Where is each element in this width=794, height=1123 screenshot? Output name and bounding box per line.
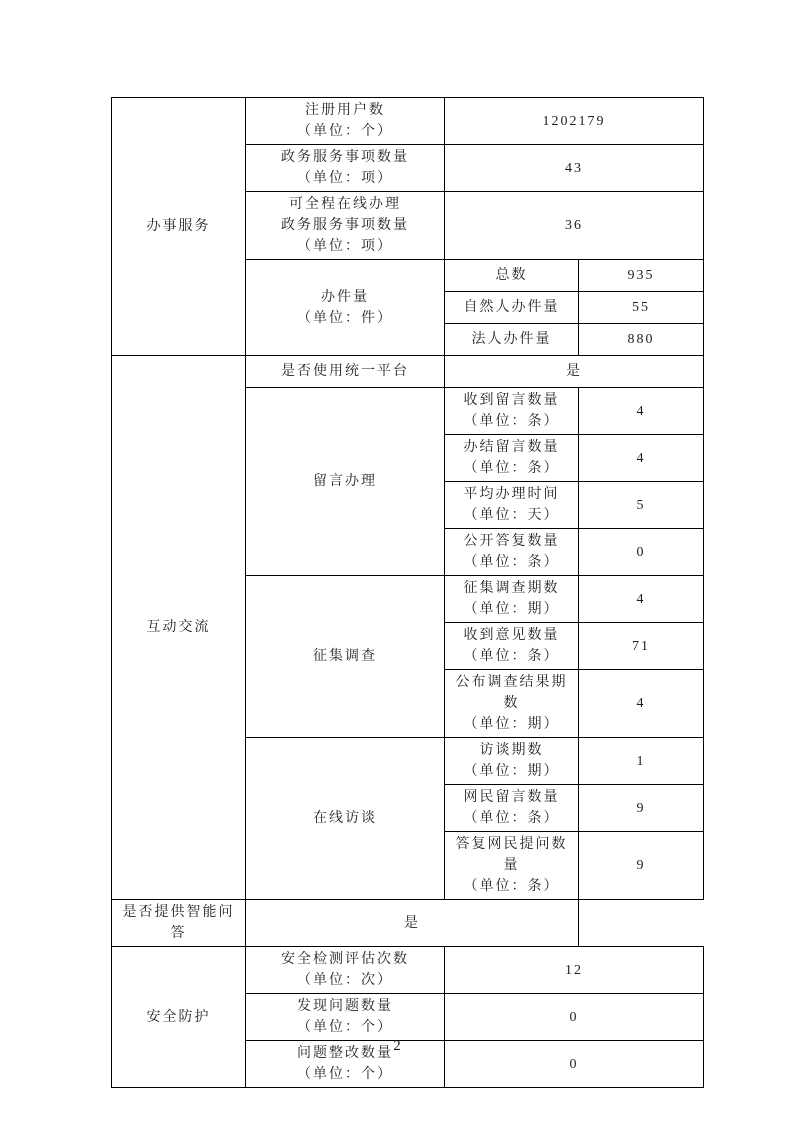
row-label-text: 政务服务事项数量 <box>281 150 409 165</box>
subrow-label <box>445 482 579 529</box>
subrow-label-text: 平均办理时间 <box>463 487 560 502</box>
subrow-label <box>445 529 579 576</box>
subrow-label <box>445 435 579 482</box>
page-number: 2 <box>393 1038 401 1054</box>
row-value: 是 <box>445 356 704 388</box>
subrow-label-text: 公布调查结果期数 <box>455 675 568 711</box>
row-value: 12 <box>445 947 704 994</box>
subrow-label: 总数 <box>445 260 579 292</box>
row-unit-text: （单位：个） <box>297 1020 393 1035</box>
subrow-value: 935 <box>579 260 704 292</box>
row-value: 43 <box>445 145 704 192</box>
subrow-unit-text: （单位：条） <box>463 414 560 429</box>
subrow-label: 自然人办件量 <box>445 292 579 324</box>
subrow-label-text: 公开答复数量 <box>463 534 560 549</box>
subrow-unit-text: （单位：期） <box>463 602 560 617</box>
subrow-value: 4 <box>579 576 704 623</box>
row-label-text: 安全检测评估次数 <box>281 952 409 967</box>
row-value: 1202179 <box>445 98 704 145</box>
row-label-text: 政务服务事项数量 <box>281 218 409 233</box>
subrow-unit-text: （单位：条） <box>463 461 560 476</box>
subrow-value: 5 <box>579 482 704 529</box>
row-label-text: 注册用户数 <box>305 103 385 118</box>
row-unit-text: （单位：项） <box>297 239 393 254</box>
row-unit-text: （单位：个） <box>297 1067 393 1082</box>
row-label-text: 问题整改数量 <box>297 1046 393 1061</box>
row-value: 0 <box>445 994 704 1041</box>
section-label-security: 安全防护 <box>112 947 246 1088</box>
subrow-label: 法人办件量 <box>445 324 579 356</box>
subrow-label <box>445 738 579 785</box>
section-label-interaction: 互动交流 <box>112 356 246 900</box>
group-label: 征集调查 <box>246 576 445 738</box>
subrow-label-text: 收到留言数量 <box>463 393 560 408</box>
subrow-unit-text: （单位：条） <box>463 811 560 826</box>
row-label: 是否使用统一平台 <box>246 356 445 388</box>
subrow-label <box>445 388 579 435</box>
table-row <box>112 98 704 145</box>
subrow-label-text: 征集调查期数 <box>463 581 560 596</box>
subrow-unit-text: （单位：条） <box>463 879 560 894</box>
row-value: 0 <box>445 1041 704 1088</box>
row-value: 是 <box>246 900 579 947</box>
row-unit-text: （单位：个） <box>297 124 393 139</box>
subrow-label-text: 办结留言数量 <box>463 440 560 455</box>
row-label <box>246 994 445 1041</box>
subrow-unit-text: （单位：条） <box>463 555 560 570</box>
subrow-value: 880 <box>579 324 704 356</box>
subrow-label-text: 答复网民提问数量 <box>455 837 568 873</box>
row-label <box>246 98 445 145</box>
group-label <box>246 260 445 356</box>
subrow-label-text: 访谈期数 <box>479 743 544 758</box>
subrow-value: 4 <box>579 670 704 738</box>
subrow-unit-text: （单位：期） <box>463 764 560 779</box>
row-label <box>246 192 445 260</box>
subrow-value: 9 <box>579 785 704 832</box>
subrow-label-text: 收到意见数量 <box>463 628 560 643</box>
group-label: 在线访谈 <box>246 738 445 900</box>
subrow-value: 9 <box>579 832 704 900</box>
subrow-unit-text: （单位：期） <box>463 717 560 732</box>
row-unit-text: （单位：项） <box>297 171 393 186</box>
group-label-text: 办件量 <box>321 289 369 305</box>
table-row <box>112 900 704 947</box>
table-row <box>112 947 704 994</box>
subrow-value: 4 <box>579 435 704 482</box>
group-label: 留言办理 <box>246 388 445 576</box>
subrow-label-text: 网民留言数量 <box>463 790 560 805</box>
row-label-text: 可全程在线办理 <box>289 197 401 212</box>
subrow-unit-text: （单位：条） <box>463 649 560 664</box>
row-label <box>246 947 445 994</box>
group-unit-text: （单位：件） <box>297 310 393 326</box>
row-label <box>246 145 445 192</box>
subrow-value: 4 <box>579 388 704 435</box>
row-label-text: 发现问题数量 <box>297 999 393 1014</box>
subrow-value: 55 <box>579 292 704 324</box>
report-table <box>111 97 704 1088</box>
subrow-unit-text: （单位：天） <box>463 508 560 523</box>
subrow-label <box>445 785 579 832</box>
subrow-value: 71 <box>579 623 704 670</box>
row-value: 36 <box>445 192 704 260</box>
table-row <box>112 356 704 388</box>
row-label: 是否提供智能问答 <box>112 900 246 947</box>
subrow-label <box>445 670 579 738</box>
subrow-value: 0 <box>579 529 704 576</box>
subrow-label <box>445 832 579 900</box>
row-unit-text: （单位：次） <box>297 973 393 988</box>
subrow-label <box>445 623 579 670</box>
subrow-value: 1 <box>579 738 704 785</box>
section-label-service: 办事服务 <box>112 98 246 356</box>
subrow-label <box>445 576 579 623</box>
